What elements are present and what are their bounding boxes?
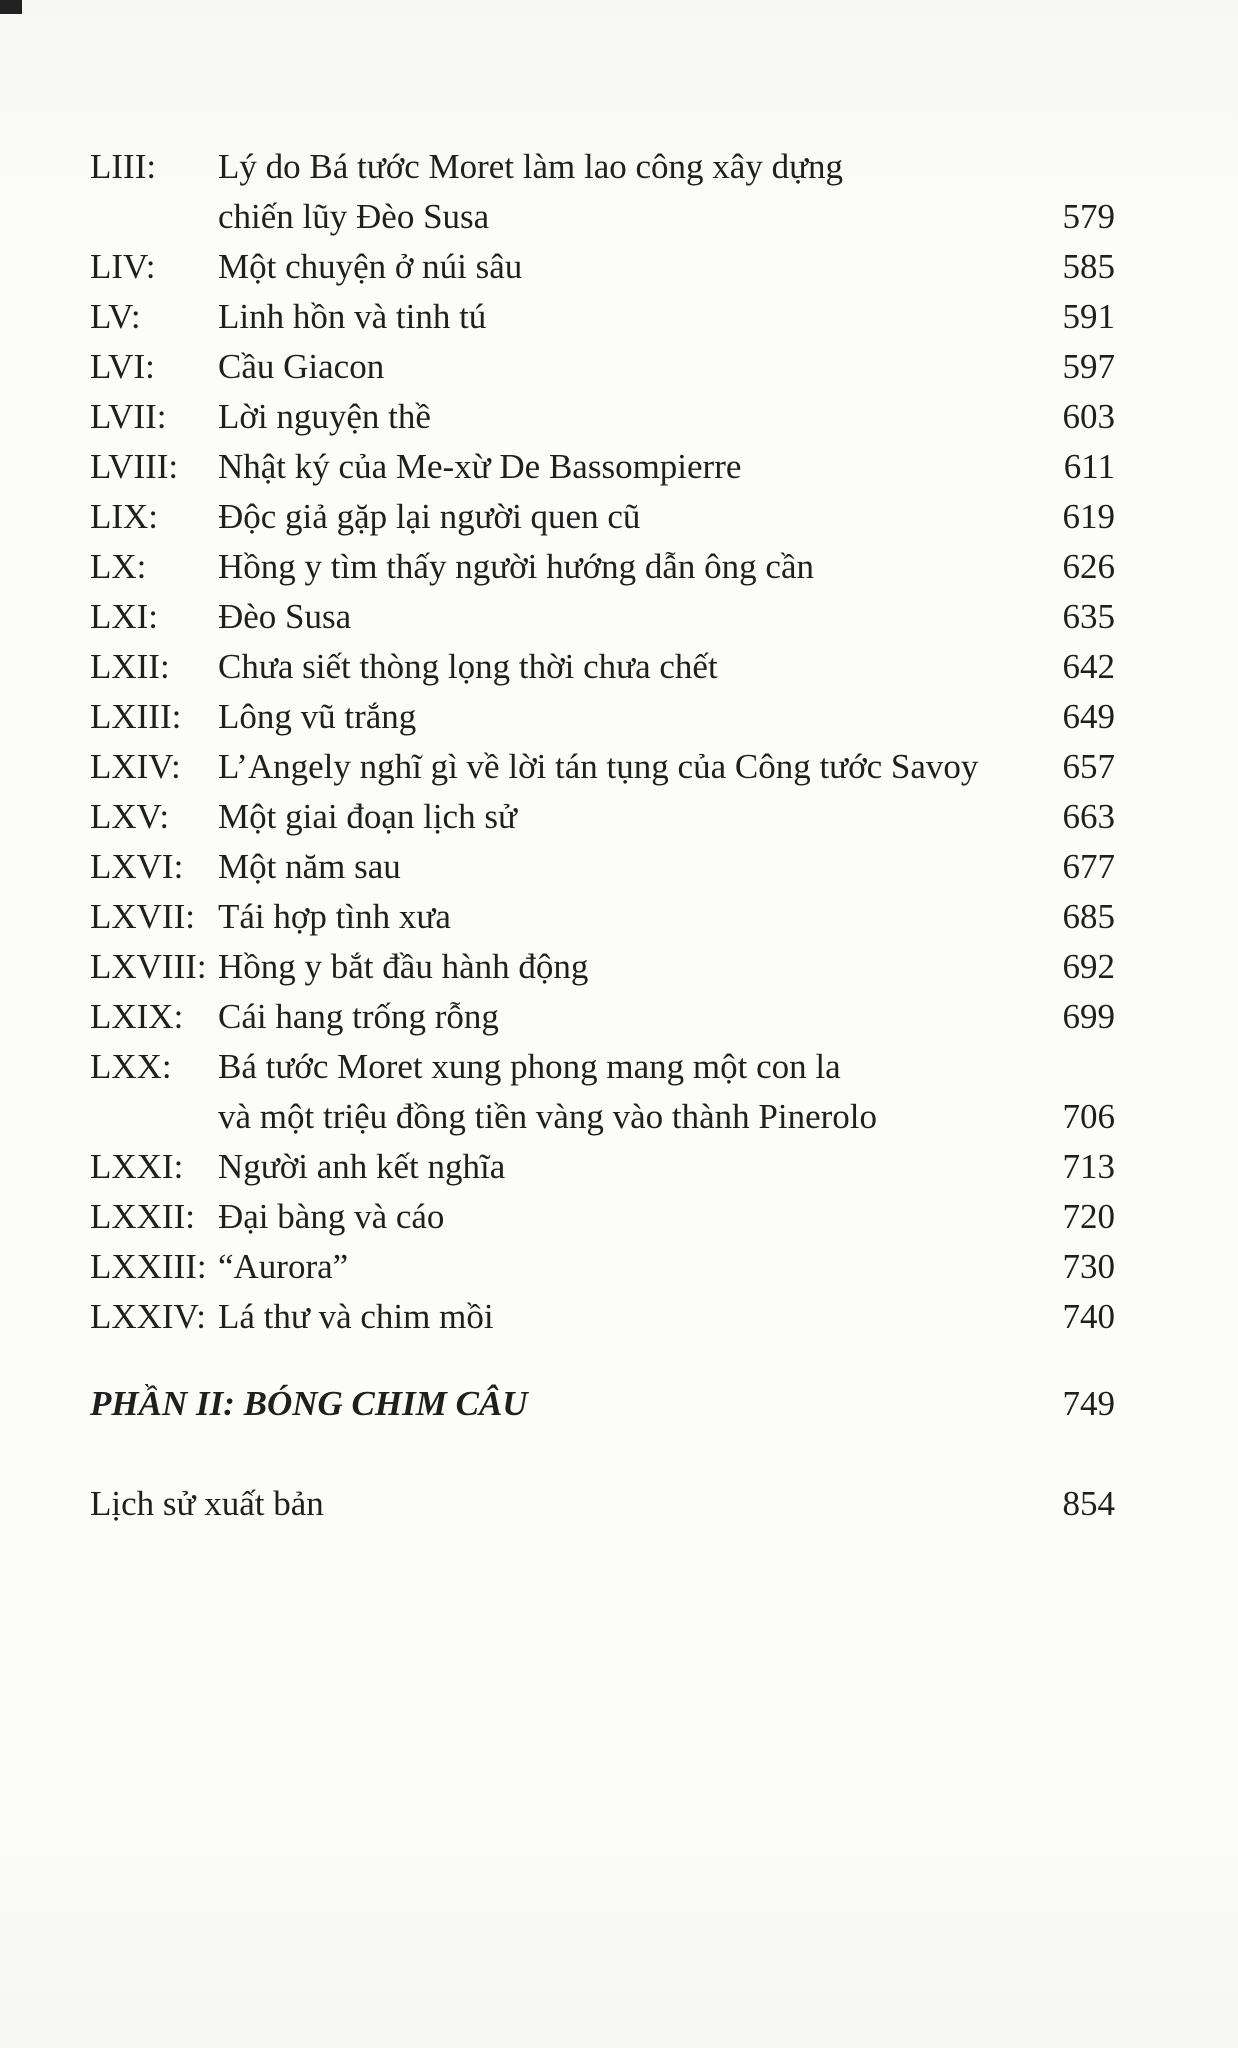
toc-entry [90,1042,1115,1142]
toc-entry-number: LXX: [90,1047,172,1086]
toc-entry-page: 740 [1062,1297,1115,1336]
toc-entry-number: LXXI: [90,1147,184,1186]
toc-entry-number: LX: [90,547,147,586]
toc-entry-number: LXVIII: [90,947,207,986]
toc-entry-page: 720 [1062,1197,1115,1236]
toc-entry-number: LXXIV: [90,1297,206,1336]
toc-entry-page: 619 [1062,497,1115,536]
toc-entry-page: 585 [1062,247,1115,286]
toc-entry-page: 642 [1062,647,1115,686]
toc-entry-title: Nhật ký của Me-xừ De Bassompierre [218,447,742,486]
toc-entry-title: Lông vũ trắng [218,697,417,736]
toc-entry-number: LXV: [90,797,170,836]
toc-entry-page: 603 [1062,397,1115,436]
toc-entry [90,342,1115,392]
toc-entry-page: 730 [1062,1247,1115,1286]
toc-entry [90,392,1115,442]
toc-entry [90,692,1115,742]
toc-entry-number: LXXIII: [90,1247,207,1286]
toc-entry-title: Hồng y bắt đầu hành động [218,947,589,986]
toc-entry-title: Tái hợp tình xưa [218,897,451,936]
toc-entry-page: 649 [1062,697,1115,736]
toc-entry-title: L’Angely nghĩ gì về lời tán tụng của Công tước Savoy [218,747,979,786]
toc-entry [90,1192,1115,1242]
toc-entry [90,1242,1115,1292]
toc-entry-title: Một chuyện ở núi sâu [218,247,523,286]
toc-entry-title: Đèo Susa [218,597,352,636]
toc-entry-title: Hồng y tìm thấy người hướng dẫn ông cần [218,547,814,586]
toc-entry-page: 597 [1062,347,1115,386]
toc-entry-number: LVIII: [90,447,179,486]
toc-entry-page: 713 [1062,1147,1115,1186]
toc-entry-number: LXIV: [90,747,181,786]
toc-entry-number: LVI: [90,347,155,386]
toc-entry-number: LXI: [90,597,159,636]
toc-entry-page: 611 [1063,447,1115,486]
toc-entry [90,592,1115,642]
toc-entry-title: Lá thư và chim mồi [218,1297,494,1336]
toc-entry-number: LXVI: [90,847,184,886]
toc-entry-page: 692 [1062,947,1115,986]
toc-entry-page: 706 [1062,1097,1115,1136]
toc-entry [90,142,1115,242]
toc-entry-title: Cầu Giacon [218,347,385,386]
toc-entry [90,1142,1115,1192]
toc-history-page: 854 [1062,1484,1115,1523]
toc-entry-number: LXIII: [90,697,182,736]
toc-entry [90,742,1115,792]
toc-part-heading [90,1379,1115,1429]
toc-entry-number: LXII: [90,647,170,686]
toc-entry-number: LXVII: [90,897,195,936]
toc-entry [90,942,1115,992]
toc-entry-page: 685 [1062,897,1115,936]
toc-entry-title-line: Lý do Bá tước Moret làm lao công xây dựng [218,147,844,186]
toc-entry-title: Đại bàng và cáo [218,1197,445,1236]
toc-entry-title: Lời nguyện thề [218,397,431,436]
table-of-contents [90,142,1115,1529]
toc-entry-title: Chưa siết thòng lọng thời chưa chết [218,647,718,686]
toc-entry-title-line: chiến lũy Đèo Susa [218,197,490,236]
toc-entry-title-line: và một triệu đồng tiền vàng vào thành Pinerolo [218,1097,878,1136]
toc-entry-title: “Aurora” [218,1247,349,1286]
toc-entry-title: Linh hồn và tinh tú [218,297,487,336]
toc-entry-title [218,1042,1055,1142]
toc-entry [90,242,1115,292]
toc-entry-title: Độc giả gặp lại người quen cũ [218,497,641,536]
page-corner-mark [0,0,22,14]
toc-entry [90,492,1115,542]
toc-entry [90,992,1115,1042]
toc-entry-page: 657 [1062,747,1115,786]
toc-entry-title: Một năm sau [218,847,401,886]
toc-entry-page: 579 [1062,197,1115,236]
toc-entry-page: 626 [1062,547,1115,586]
toc-entry [90,442,1115,492]
toc-entry-number: LIII: [90,147,157,186]
toc-entry-page: 635 [1062,597,1115,636]
toc-entry-page: 663 [1062,797,1115,836]
toc-entry-title: Một giai đoạn lịch sử [218,797,517,836]
toc-entry-number: LVII: [90,397,167,436]
toc-entry [90,542,1115,592]
toc-entry-title: Người anh kết nghĩa [218,1147,506,1186]
toc-entry [90,792,1115,842]
toc-part-title: PHẦN II: BÓNG CHIM CÂU [90,1384,528,1423]
toc-entry [90,642,1115,692]
toc-entry-page: 699 [1062,997,1115,1036]
toc-entry-title: Cái hang trống rỗng [218,997,499,1036]
toc-entry-title [218,142,1055,242]
toc-entry [90,842,1115,892]
toc-entry-number: LIV: [90,247,156,286]
toc-entry-page: 677 [1062,847,1115,886]
toc-entry-number: LXIX: [90,997,184,1036]
toc-entry [90,292,1115,342]
toc-history-entry [90,1479,1115,1529]
toc-entry-title-line: Bá tước Moret xung phong mang một con la [218,1047,841,1086]
toc-entry-page: 591 [1062,297,1115,336]
toc-entry-number: LV: [90,297,141,336]
toc-history-title: Lịch sử xuất bản [90,1484,324,1523]
toc-part-page: 749 [1062,1384,1115,1423]
toc-entry-number: LIX: [90,497,159,536]
toc-entry [90,1292,1115,1342]
toc-entry [90,892,1115,942]
toc-entry-number: LXXII: [90,1197,195,1236]
